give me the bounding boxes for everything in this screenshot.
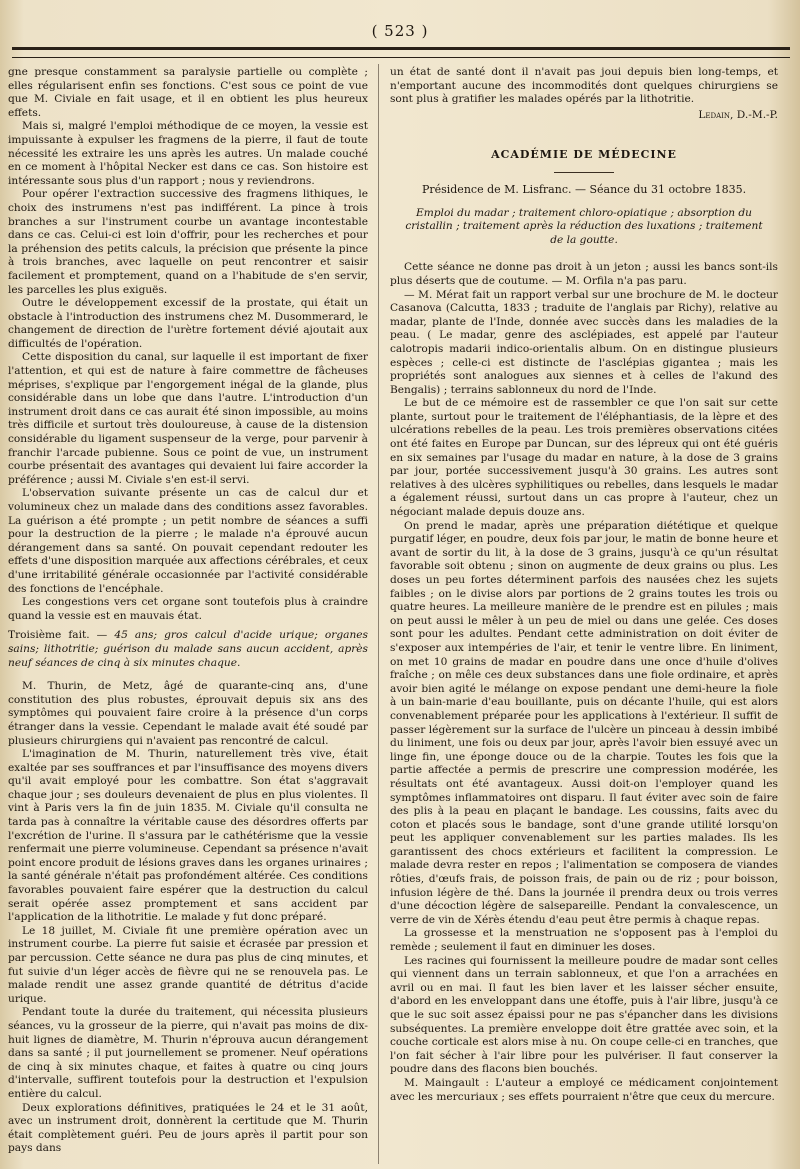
paragraph: Les racines qui fournissent la meilleure poudre de madar sont celles qui viennent dans un terrain sablonneux, et que l'on a arrachées en avril ou en mai. Il faut les bien laver et les laisser sécher ensuite, d'abord en les enveloppant dans une étoffe, puis à l'air libre, jusqu'à ce que le suc soit assez épaissi pour ne pas s'épancher dans les divisions subséquentes. La première enveloppe doit être grattée avec soin, et la couche corticale est alors mise à nu. On coupe celle-ci en tranches, que l'on fait sécher à l'air libre pour les pulvériser. Il faut conserver la poudre dans des flacons bien bouchés. bbox=[390, 954, 778, 1076]
author-signature: Ledain, D.-M.-P. bbox=[698, 108, 778, 121]
heading-rule bbox=[554, 172, 614, 173]
paragraph: M. Maingault : L'auteur a employé ce médicament conjointement avec les mercuriaux ; ses effets pourraient n'être que ceux du mercure. bbox=[390, 1076, 778, 1103]
case-heading bbox=[8, 629, 368, 670]
column-divider bbox=[378, 64, 379, 1164]
session-summary: Emploi du madar ; traitement chloro-opiatique ; absorption du cristallin ; traitement après la réduction des luxations ; traitement de la goutte. bbox=[405, 206, 763, 246]
paragraph: Pendant toute la durée du traitement, qui nécessita plusieurs séances, vu la grosseur de la pierre, qui n'avait pas moins de dix-huit lignes de diamètre, M. Thurin n'éprouva aucun dérangement dans sa santé ; il put journellement se promener. Neuf opérations de cinq à six minutes chaque, et faites à quatre ou cinq jours d'intervalle, suffirent toutefois pour la destruction et l'expulsion entière du calcul. bbox=[8, 1006, 368, 1100]
paragraph: On prend le madar, après une préparation diététique et quelque purgatif léger, en poudre, deux fois par jour, le matin de bonne heure et avant de sortir du lit, à la dose de 3 grains, jusqu'à ce qu'un résultat favorable soit obtenu ; sinon on augmente de deux grains ou plus. Les doses un peu fortes déterminent parfois des nausées chez les sujets faibles ; on le divise alors par portions de 2 grains toutes les trois ou quatre heures. La meilleure manière de le prendre est en pilules ; mais on peut aussi le mêler à un peu de miel ou dans une gelée. Ces doses sont pour les adultes. Pendant cette administration on doit éviter de s'exposer aux intempéries de l'air, et tenir le ventre libre. En liniment, on met 10 grains de madar en poudre dans une once d'huile d'olives fraîche ; on mêle ces deux substances dans une fiole ordinaire, et après avoir bien agité le mélange on expose pendant une demi-heure la fiole à un bain-marie d'eau bouillante, puis on décante l'huile, qui est alors convenablement préparée pour les applications à l'extérieur. Il suffit de passer légèrement sur la surface de l'ulcère un pinceau à dessin imbibé du liniment, une fois ou deux par jour, après l'avoir bien essuyé avec un linge fin, une éponge douce ou de la charpie. Toutes les fois que la partie affectée a permis de prescrire une compression modérée, les résultats ont été avantageux. Aussi doit-on l'employer quand les symptômes inflammatoires ont disparu. Il faut éviter avec soin de faire des plis à la peau en plaçant le bandage. Les coussins, faits avec du coton et placés sous le bandage, sont d'une grande utilité lorsqu'on peut les appliquer convenablement sur les parties malades. Ils les garantissent des chocs extérieurs et facilitent la compression. Le malade devra rester en repos ; l'alimentation se composera de viandes rôties, d'œufs frais, de poisson frais, de pain ou de riz ; pour boisson, infusion légère de thé. Dans la journée il prendra deux ou trois verres d'une décoction légère de salsepareille. Pendant la convalescence, un verre de vin de Xérès étendu d'eau peut être permis à chaque repas. bbox=[390, 519, 778, 926]
header-rule bbox=[12, 47, 790, 58]
paragraph: Outre le développement excessif de la prostate, qui était un obstacle à l'introduction des instrumens chez M. Dusommerard, le changement de direction de l'urètre fortement dévié ajoutait aux difficultés de l'opération. bbox=[8, 297, 368, 350]
paragraph: un état de santé dont il n'avait pas joui depuis bien long-temps, et n'emportant aucune des incommodités dont quelques chirurgiens se sont plus à gratifier les malades opérés par la lithotritie. bbox=[390, 66, 778, 106]
paragraph: — M. Mérat fait un rapport verbal sur une brochure de M. le docteur Casanova (Calcutta, 1833 ; traduite de l'anglais par Richy), relative au madar, plante de l'Inde, donnée avec succès dans les maladies de la peau. ( Le madar, genre des asclépiades, est appelé par l'auteur calotropis madarii indico-orientalis album. On en distingue plusieurs espèces ; celle-ci est distincte de l'asclépias gigantea ; mais les propriétés sont analogues aux siennes et à celles de l'akund des Bengalis) ; terrains sablonneux du nord de l'Inde. bbox=[390, 288, 778, 396]
paragraph: Le but de ce mémoire est de rassembler ce que l'on sait sur cette plante, surtout pour le traitement de l'éléphantiasis, de la lèpre et des ulcérations rebelles de la peau. Les trois premières observations citées ont été faites en Europe par Duncan, sur des lépreux qui ont été guéris en six semaines par l'usage du madar en nature, à la dose de 3 grains par jour, portée successivement jusqu'à 30 grains. Les autres sont relatives à des ulcères syphilitiques ou rebelles, dans lesquels le madar a également réussi, surtout dans un cas propre à l'auteur, chez un négociant malade depuis douze ans. bbox=[390, 397, 778, 519]
paragraph: Cette séance ne donne pas droit à un jeton ; aussi les bancs sont-ils plus déserts que de coutume. — M. Orfila n'a pas paru. bbox=[390, 261, 778, 287]
right-column bbox=[390, 66, 778, 1164]
paragraph: La grossesse et la menstruation ne s'opposent pas à l'emploi du remède ; seulement il faut en diminuer les doses. bbox=[390, 927, 778, 954]
case-summary: 45 ans; gros calcul d'acide urique; organes sains; lithotritie; guérison du malade sans aucun accident, après neuf séances de cinq à six minutes chaque. bbox=[8, 629, 368, 669]
page-number: ( 523 ) bbox=[371, 22, 429, 40]
paragraph: Les congestions vers cet organe sont toutefois plus à craindre quand la vessie est en mauvais état. bbox=[8, 596, 368, 622]
paragraph: Pour opérer l'extraction successive des fragmens lithiques, le choix des instrumens n'est pas indifférent. La pince à trois branches a sur l'instrument courbe un avantage incontestable dans ce cas. Celui-ci est loin d'offrir, pour les recherches et pour la préhension des petits calculs, la précision que présente la pince à trois branches, avec laquelle on peut rencontrer et saisir facilement et promptement, quand on a l'habitude de s'en servir, les parcelles les plus exiguës. bbox=[8, 188, 368, 296]
paragraph: L'observation suivante présente un cas de calcul dur et volumineux chez un malade dans des conditions assez favorables. La guérison a été prompte ; un petit nombre de séances a suffi pour la destruction de la pierre ; le malade n'a éprouvé aucun dérangement dans sa santé. On pouvait cependant redouter les effets d'une disposition marquée aux affections cérébrales, et ceux d'une irritabilité générale occasionnée par l'activité considérable des fonctions de l'encéphale. bbox=[8, 487, 368, 595]
session-info: Présidence de M. Lisfranc. — Séance du 31 octobre 1835. bbox=[421, 182, 747, 196]
paragraph: L'imagination de M. Thurin, naturellement très vive, était exaltée par ses souffrances et par l'insuffisance des moyens divers qu'il avait employé pour les combattre. Son état s'aggravait chaque jour ; ses douleurs devenaient de plus en plus violentes. Il vint à Paris vers la fin de juin 1835. M. Civiale qu'il consulta ne tarda pas à connaître la véritable cause des désordres offerts par l'excrétion de l'urine. Il s'assura par le cathétérisme que la vessie renfermait une pierre volumineuse. Cependant sa présence n'avait point encore produit de lésions graves dans les organes urinaires ; la santé générale n'était pas profondément altérée. Ces conditions favorables pouvaient faire espérer que la destruction du calcul serait opérée assez promptement et sans accident par l'application de la lithotritie. Le malade y fut donc préparé. bbox=[8, 748, 368, 924]
paragraph: Mais si, malgré l'emploi méthodique de ce moyen, la vessie est impuissante à expulser les fragmens de la pierre, il faut de toute nécessité les extraire les uns après les autres. Un malade couché en ce moment à l'hôpital Necker est dans ce cas. Son histoire est intéressante sous plus d'un rapport ; nous y reviendrons. bbox=[8, 120, 368, 187]
paragraph: gne presque constamment sa paralysie partielle ou complète ; elles régularisent enfin ses fonctions. C'est sous ce point de vue que M. Civiale en fait usage, et il en obtient les plus heureux effets. bbox=[8, 66, 368, 119]
paragraph: M. Thurin, de Metz, âgé de quarante-cinq ans, d'une constitution des plus robustes, éprouvait depuis six ans des symptômes qui pouvaient faire croire à la présence d'un corps étranger dans la vessie. Cependant le malade avait été soudé par plusieurs chirurgiens qui n'avaient pas rencontré de calcul. bbox=[8, 680, 368, 747]
section-heading: ACADÉMIE DE MÉDECINE bbox=[491, 148, 677, 162]
left-column bbox=[8, 66, 368, 1164]
paragraph: Le 18 juillet, M. Civiale fit une première opération avec un instrument courbe. La pierre fut saisie et écrasée par pression et par percussion. Cette séance ne dura pas plus de cinq minutes, et fut suivie d'un léger accès de fièvre qui ne se renouvela pas. Le malade rendit une assez grande quantité de détritus d'acide urique. bbox=[8, 924, 368, 1005]
paragraph: Cette disposition du canal, sur laquelle il est important de fixer l'attention, et qui est de nature à faire commettre de fâcheuses méprises, s'explique par l'engorgement inégal de la glande, plus considérable dans un lobe que dans l'autre. L'introduction d'un instrument droit dans ce cas aurait été sinon impossible, au moins très difficile et surtout très douloureuse, à cause de la distension considérable du ligament suspenseur de la verge, pour parvenir à franchir l'arcade pubienne. Sous ce point de vue, un instrument courbe présentait des avantages qui devaient lui faire accorder la préférence ; aussi M. Civiale s'en est-il servi. bbox=[8, 351, 368, 486]
paragraph: Deux explorations définitives, pratiquées le 24 et le 31 août, avec un instrument droit, donnèrent la certitude que M. Thurin était complètement guéri. Peu de jours après il partit pour son pays dans bbox=[8, 1101, 368, 1155]
case-label: Troisième fait. — bbox=[8, 629, 115, 642]
